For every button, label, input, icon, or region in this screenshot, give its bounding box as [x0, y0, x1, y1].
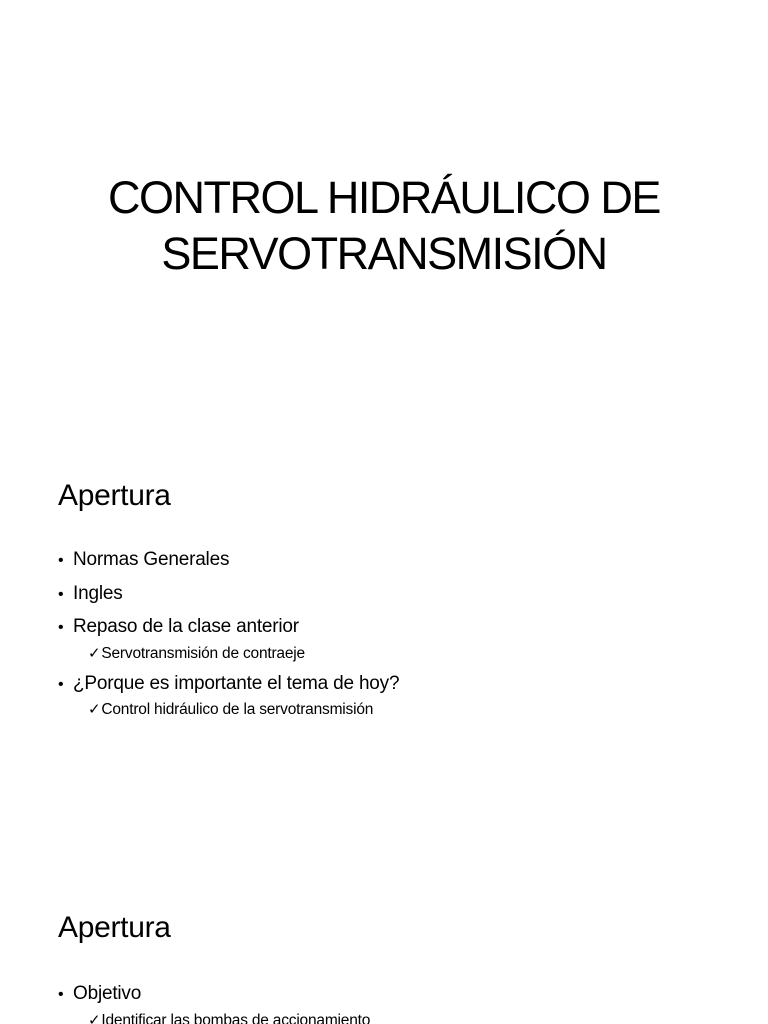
bullet-icon: • — [58, 585, 64, 603]
slide-heading: Apertura — [58, 911, 171, 944]
list-item — [58, 615, 399, 640]
title-slide — [0, 0, 768, 432]
slide-title — [0, 170, 768, 282]
list-item — [58, 672, 399, 697]
sub-list-item — [88, 699, 399, 720]
list-item-text: Repaso de la clase anterior — [73, 616, 299, 637]
apertura-slide-1 — [0, 432, 768, 864]
sub-list-item-text: Identificar las bombas de accionamiento — [101, 1011, 371, 1024]
slide-heading: Apertura — [58, 479, 171, 512]
list-item — [58, 582, 399, 607]
sub-list-item — [88, 643, 399, 664]
sub-list-item-text: Servotransmisión de contraeje — [101, 644, 305, 662]
title-line-2: SERVOTRANSMISIÓN — [161, 228, 607, 279]
bullet-list — [58, 548, 399, 728]
bullet-icon: • — [58, 619, 64, 636]
list-item-text: ¿Porque es importante el tema de hoy? — [73, 672, 400, 694]
bullet-icon: • — [58, 675, 64, 693]
bullet-list — [58, 982, 370, 1024]
check-icon: ✓ — [88, 1010, 101, 1024]
bullet-icon: • — [58, 552, 64, 569]
sub-list-item — [88, 1010, 370, 1024]
check-icon: ✓ — [88, 700, 101, 718]
apertura-slide-2 — [0, 864, 768, 1024]
list-item — [58, 548, 399, 573]
list-item — [58, 982, 370, 1007]
list-item-text: Objetivo — [73, 983, 142, 1004]
check-icon: ✓ — [88, 643, 101, 662]
list-item-text: Ingles — [73, 582, 123, 604]
list-item-text: Normas Generales — [73, 549, 230, 570]
title-line-1: CONTROL HIDRÁULICO DE — [108, 172, 660, 223]
bullet-icon: • — [58, 986, 64, 1003]
sub-list-item-text: Control hidráulico de la servotransmisión — [101, 701, 374, 718]
